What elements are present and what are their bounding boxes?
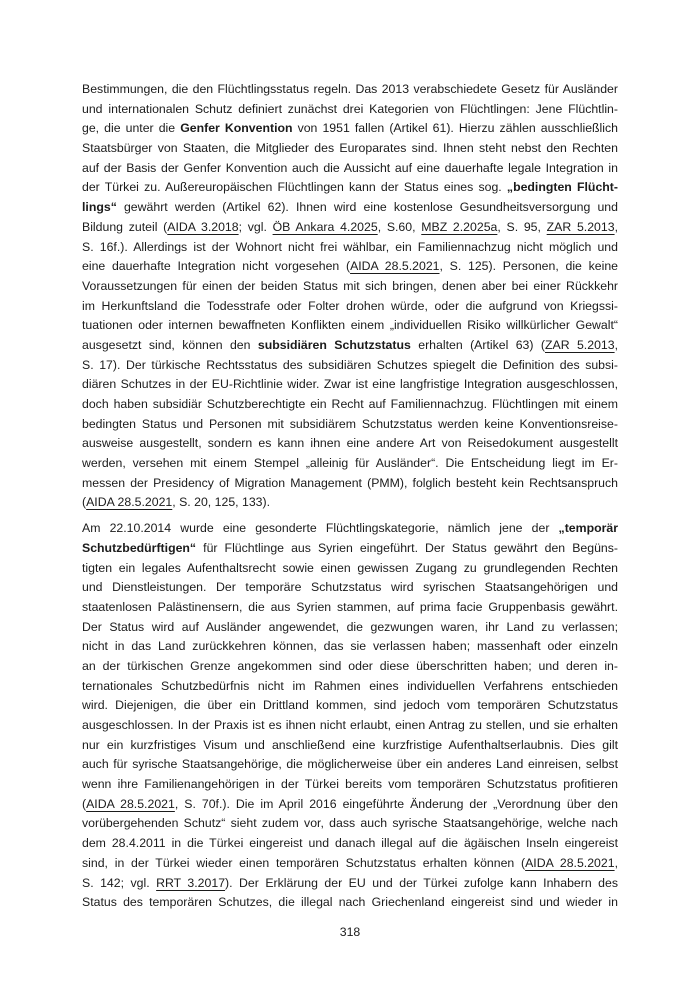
body-text: , xyxy=(614,219,618,234)
body-text: Bestimmungen, die den Flüchtlingsstatus regeln. Das 2013 verabschiedete Gesetz für Ausländer xyxy=(82,82,618,96)
text-line xyxy=(82,696,618,716)
body-text: werden, versehen mit einem Stempel „alleinig für Ausländer“. Die Entscheidung liegt im Er- xyxy=(82,456,618,471)
emphasis-text: „temporär xyxy=(558,521,618,536)
text-line xyxy=(82,474,618,494)
body-text: erhalten (Artikel 63) ( xyxy=(410,337,545,352)
body-text: , S. 95, xyxy=(497,219,547,234)
text-line xyxy=(82,755,618,775)
body-text: ( xyxy=(82,495,87,510)
citation-link[interactable]: AIDA 28.5.2021 xyxy=(350,259,440,274)
body-text: von 1951 fallen (Artikel 61). Hierzu zählen ausschließlich xyxy=(292,121,619,136)
body-text: doch haben subsidiär Schutzberechtigte ein Recht auf Familiennachzug. Flüchtlingen mit einem xyxy=(82,397,618,411)
text-line xyxy=(82,297,618,317)
body-text: ; vgl. xyxy=(238,219,273,234)
body-text: ausgesetzt sind, können den xyxy=(82,337,258,352)
body-text: ausweise ausgestellt, sondern es kann ihnen eine andere Art von Reisedokument ausgestellt xyxy=(82,436,618,451)
text-line xyxy=(82,834,618,854)
citation-link[interactable]: MBZ 2.2025a xyxy=(421,219,498,234)
text-line xyxy=(82,657,618,677)
text-line xyxy=(82,454,618,474)
body-text: Status des temporären Schutzes, die illegal nach Griechenland eingereist sind und wieder in xyxy=(82,895,618,910)
text-line xyxy=(82,854,618,874)
emphasis-text: Schutzbedürftigen“ xyxy=(82,540,197,555)
body-text: im Herkunftsland die Todesstrafe oder Folter drohen würde, oder die aufgrund von Kriegssi- xyxy=(82,298,618,313)
citation-link[interactable]: AIDA 28.5.2021 xyxy=(525,855,615,870)
emphasis-text: lings“ xyxy=(82,200,117,215)
text-line xyxy=(82,716,618,736)
text-line xyxy=(82,559,618,579)
body-text: wird. Diejenigen, die über ein Drittland kommen, sind jedoch vom temporären Schutzstatus xyxy=(82,698,618,713)
paragraph xyxy=(82,80,618,513)
body-text: an der türkischen Grenze angekommen sind oder diese überschritten haben; und deren in- xyxy=(82,658,618,673)
body-text: ausgeschlossen. In der Praxis ist es ihnen nicht erlaubt, einen Antrag zu stellen, und sie erhalten xyxy=(82,718,618,732)
text-line xyxy=(82,316,618,336)
body-text: vorübergehenden Schutz“ sieht zudem vor, dass auch syrische Staatsangehörige, welche nach xyxy=(82,816,618,831)
body-text: auf der Basis der Genfer Konvention auch die Aussicht auf eine dauerhafte legale Integration in xyxy=(82,160,618,175)
body-text: und internationalen Schutz definiert zunächst drei Kategorien von Flüchtlingen: Jene Flüchtlin- xyxy=(82,101,618,116)
body-text: dem 28.4.2011 in die Türkei eingereist und danach illegal auf die ägäischen Inseln eingereist xyxy=(82,836,618,851)
emphasis-text: Genfer Konvention xyxy=(180,121,293,136)
body-text: der Türkei zu. Außereuropäischen Flüchtlingen kann der Status eines sog. xyxy=(82,180,507,195)
text-line xyxy=(82,159,618,179)
text-line xyxy=(82,139,618,159)
text-line xyxy=(82,395,618,415)
body-text: Am 22.10.2014 wurde eine gesonderte Flüchtlingskategorie, nämlich jene der xyxy=(82,521,559,536)
paragraph xyxy=(82,519,618,913)
text-line xyxy=(82,775,618,795)
text-line xyxy=(82,178,618,198)
body-text: eine dauerhafte Integration nicht vorgesehen ( xyxy=(82,259,351,274)
body-text: sind, in der Türkei wieder einen temporären Schutzstatus erhalten können ( xyxy=(82,855,526,870)
text-line xyxy=(82,434,618,454)
body-text: bedingten Status und Personen mit subsidiärem Schutzstatus werden keine Konventionsreise- xyxy=(82,416,618,431)
citation-link[interactable]: ZAR 5.2013 xyxy=(546,219,615,234)
body-text: S. 17). Der türkische Rechtsstatus des subsidiären Schutzes spiegelt die Definition des subsi- xyxy=(82,357,618,372)
emphasis-text: „bedingten Flücht- xyxy=(506,180,618,195)
body-text: ge, die unter die xyxy=(82,121,181,136)
text-line xyxy=(82,375,618,395)
body-text: , xyxy=(614,337,619,352)
body-text: S. 16f.). Allerdings ist der Wohnort nicht frei wählbar, ein Familiennachzug nicht möglich und xyxy=(82,239,618,254)
text-line xyxy=(82,218,618,238)
body-text: auch für syrische Staatsangehörige, die möglicherweise über ein anderes Land einreisen, selbst xyxy=(82,757,618,772)
body-text: Der Status wird auf Ausländer angewendet, die gezwungen waren, ihr Land zu verlassen; xyxy=(82,619,618,634)
body-text: tuationen oder internen bewaffneten Konflikten einem „individuellen Risiko willkürlicher Gewalt“ xyxy=(82,318,618,333)
text-line xyxy=(82,677,618,697)
text-line xyxy=(82,277,618,297)
page-number: 318 xyxy=(339,925,361,939)
text-line xyxy=(82,198,618,218)
text-line xyxy=(82,598,618,618)
citation-link[interactable]: AIDA 28.5.2021 xyxy=(86,796,175,811)
text-line xyxy=(82,257,618,277)
body-text: , S. 70f.). Die im April 2016 eingeführte Änderung der „Verordnung über den xyxy=(174,796,618,811)
citation-link[interactable]: ÖB Ankara 4.2025 xyxy=(272,219,378,234)
text-line xyxy=(82,893,618,913)
citation-link[interactable]: ZAR 5.2013 xyxy=(544,337,615,352)
text-line xyxy=(82,336,618,356)
body-text: messen der Presidency of Migration Management (PMM), folglich besteht kein Rechtsanspruch xyxy=(82,475,618,490)
text-line xyxy=(82,238,618,258)
body-text: diären Schutzes in der EU-Richtlinie wider. Zwar ist eine langfristige Integration ausgeschlossen, xyxy=(82,377,618,392)
text-line xyxy=(82,874,618,894)
body-text: ternationales Schutzbedürfnis nicht im Rahmen eines individuellen Verfahrens entschieden xyxy=(82,678,618,693)
text-line xyxy=(82,100,618,120)
body-text: , S. 20, 125, 133). xyxy=(172,495,271,510)
body-text: nicht in das Land zurückkehren können, das sie verlassen haben; massenhaft oder einzeln xyxy=(82,639,618,654)
text-line xyxy=(82,795,618,815)
body-text: tigten ein legales Aufenthaltsrecht sowie einen gewissen Zugang zu grundlegenden Rechten xyxy=(82,560,618,575)
body-text: , xyxy=(614,855,618,870)
body-text: ( xyxy=(82,796,87,811)
text-line xyxy=(82,618,618,638)
body-text: gewährt werden (Artikel 62). Ihnen wird eine kostenlose Gesundheitsversorgung und xyxy=(116,200,618,215)
text-line xyxy=(82,736,618,756)
citation-link[interactable]: RRT 3.2017 xyxy=(156,875,226,890)
body-text: , S. 125). Personen, die keine xyxy=(439,259,619,274)
text-line xyxy=(82,814,618,834)
text-line xyxy=(82,637,618,657)
body-text: und Dienstleistungen. Der temporäre Schutzstatus wird syrischen Staatsangehörigen und xyxy=(82,580,618,595)
citation-link[interactable]: AIDA 28.5.2021 xyxy=(86,495,173,510)
body-text: Bildung zuteil ( xyxy=(82,219,168,234)
body-text: nur ein kurzfristiges Visum und anschließend eine kurzfristige Aufenthaltserlaubnis. Dies gilt xyxy=(82,737,618,752)
body-text: wenn ihre Familienangehörigen in der Türkei bereits vom temporären Schutzstatus profitieren xyxy=(82,777,618,792)
body-text: ). Der Erklärung der EU und der Türkei zufolge kann Inhabern des xyxy=(225,875,619,890)
body-text: S. 142; vgl. xyxy=(82,875,157,890)
text-line xyxy=(82,539,618,559)
text-line xyxy=(82,519,618,539)
citation-link[interactable]: AIDA 3.2018 xyxy=(167,219,239,234)
body-text: Voraussetzungen für einen der beiden Status mit sich bringen, denen aber bei einer Rückkehr xyxy=(82,278,618,293)
text-line xyxy=(82,119,618,139)
emphasis-text: subsidiären Schutzstatus xyxy=(257,337,411,352)
text-line xyxy=(82,578,618,598)
text-line xyxy=(82,493,618,513)
text-line xyxy=(82,356,618,376)
body-text: , S.60, xyxy=(377,219,422,234)
body-text: Staatsbürger von Staaten, die Mitglieder des Europarates sind. Ihnen steht nebst den Rechten xyxy=(82,141,618,156)
body-text: staatenlosen Palästinensern, die aus Syrien stammen, auf prima facie Gruppenbasis gewährt. xyxy=(82,599,618,614)
text-line xyxy=(82,415,618,435)
text-block xyxy=(82,80,618,913)
text-line xyxy=(82,80,618,100)
body-text: für Flüchtlinge aus Syrien eingeführt. Der Status gewährt den Begüns- xyxy=(196,540,618,555)
